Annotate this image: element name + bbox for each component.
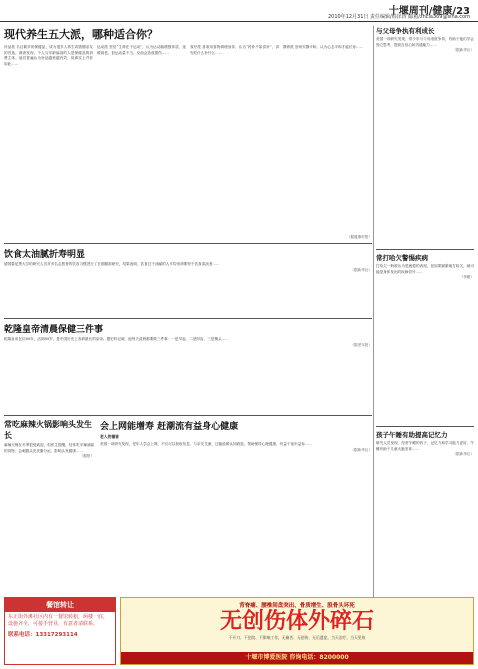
article-oily-diet [4, 247, 372, 315]
article-text: 运动派 坚信“生命在于运动”，认为运动能增强体质、延缓衰老。但运动量不当，反而会造成损伤…… [97, 45, 186, 55]
ad-phone: 联系电话：13317293114 [8, 632, 78, 638]
display-ad [120, 597, 474, 665]
article-text: 打哈欠一般被认为是疲倦的表现，但如果频繁地打哈欠，就可能是身体发出的疾病信号…… [376, 264, 474, 274]
article-title: 乾隆皇帝清晨保健三件事 [4, 325, 104, 335]
byline: （据新华社） [452, 452, 474, 457]
ad-headline: 无创伤体外碎石 [219, 609, 374, 634]
divider [376, 426, 474, 427]
side-column [376, 26, 474, 590]
byline: （据新华社） [452, 48, 474, 53]
main-column [4, 26, 372, 539]
article-title: 会上网能增寿 赶潮流有益身心健康 [100, 422, 239, 432]
article-text: 德国慕尼黑大学的研究人员对多名志愿者的饮食习惯进行了长期跟踪研究，结果表明，饮食过于油腻的人平均寿命要短于饮食清淡者…… [4, 262, 220, 266]
article-five-styles [4, 26, 372, 240]
page-header [0, 0, 478, 22]
article-title: 现代养生五大派，哪种适合你？ [4, 28, 158, 41]
article-text: 麻辣火锅在冬季很受欢迎，但医生提醒，经常吃辛辣油腻的食物，会刺激头皮皮脂分泌，影响头发健康…… [4, 443, 94, 453]
article-text: 食疗派 喜欢用食物调理身体，认为“药补不如食补”，讲究吃什么补什么…… [190, 45, 279, 55]
article-internet [100, 419, 372, 539]
byline: （据老年报） [350, 342, 372, 347]
article-text: 静养派 崇尚安静平和，认为心态平和才能长寿…… [283, 45, 364, 49]
article-hotpot [4, 419, 94, 539]
page-brand: 十堰周刊/健康/23 [388, 6, 470, 17]
classified-ad [4, 597, 116, 665]
ad-contact-bar: 十堰市博爱医院 咨询电话：8200000 [121, 652, 473, 664]
article-title: 常吃麻辣火锅影响头发生长 [4, 420, 92, 440]
byline: （李朝） [459, 275, 474, 280]
divider [4, 415, 372, 416]
article-qianlong [4, 322, 372, 412]
divider [4, 243, 372, 244]
article-text: 补品派 名目繁多的保健品，成为很多人养生或馈赠亲友的首选。调查发现，个人与年龄偏高的人是保健品的消费主体。他们普遍认为补品越贵越有效，但事实上并非如此…… [4, 45, 93, 66]
ad-description: 不开刀、不住院、不影响工作，无痛苦、无创伤、无后遗症，当天治疗，当天见效 [228, 635, 366, 640]
article-title: 孩子午睡有助提高记忆力 [376, 431, 448, 439]
article-title: 饮食太油腻折寿明显 [4, 250, 86, 260]
byline: （据健康时报） [346, 235, 372, 239]
byline: （据新华社） [350, 447, 372, 452]
article-subtitle: 老人的福音 [100, 434, 119, 439]
article-text: 美国一项研究发现，老年人学会上网，不仅可以获取信息、与亲友交流，还能延缓认知衰退，帮助保持心理健康，有益于延年益寿…… [100, 442, 313, 446]
article-parent-argue [376, 26, 474, 246]
article-yawn [376, 253, 474, 423]
divider [4, 318, 372, 319]
column-divider [373, 26, 374, 600]
ad-title: 餐馆转让 [5, 598, 115, 612]
divider [376, 249, 474, 250]
article-text: 美国一项研究发现，青少年与父母适度争执，有助于他们学会独立思考，提高自信心和沟通能力…… [376, 37, 474, 47]
ad-text: 东正街外滩社区内有一餐馆转租，两楼一底，设施齐全，可接手营业，有意者请联系。 [8, 614, 109, 627]
page-meta: 2010年12月31日 责任编辑/韩泽涛 邮箱/zhcia369@sina.com [327, 14, 470, 20]
article-title: 常打哈欠警惕疾病 [376, 254, 428, 262]
article-title: 与父母争执有利成长 [376, 27, 435, 35]
article-text: 乾隆皇帝在位60年，活到89岁，是中国历史上寿命最长的皇帝。据史料记载，他每天清晨都要做三件事：一是早起、二是叩齿、三是梳头…… [4, 337, 229, 341]
article-text: 研究人员发现，经常午睡的孩子，记忆力和学习能力更好，午睡有助于儿童大脑发育…… [376, 441, 474, 451]
byline: （据报） [79, 454, 94, 459]
ad-top-line: 背脊痛、腰椎间盘突出、骨质增生、股骨头坏死 [239, 603, 355, 609]
article-nap [376, 430, 474, 590]
byline: （据新华社） [350, 267, 372, 272]
